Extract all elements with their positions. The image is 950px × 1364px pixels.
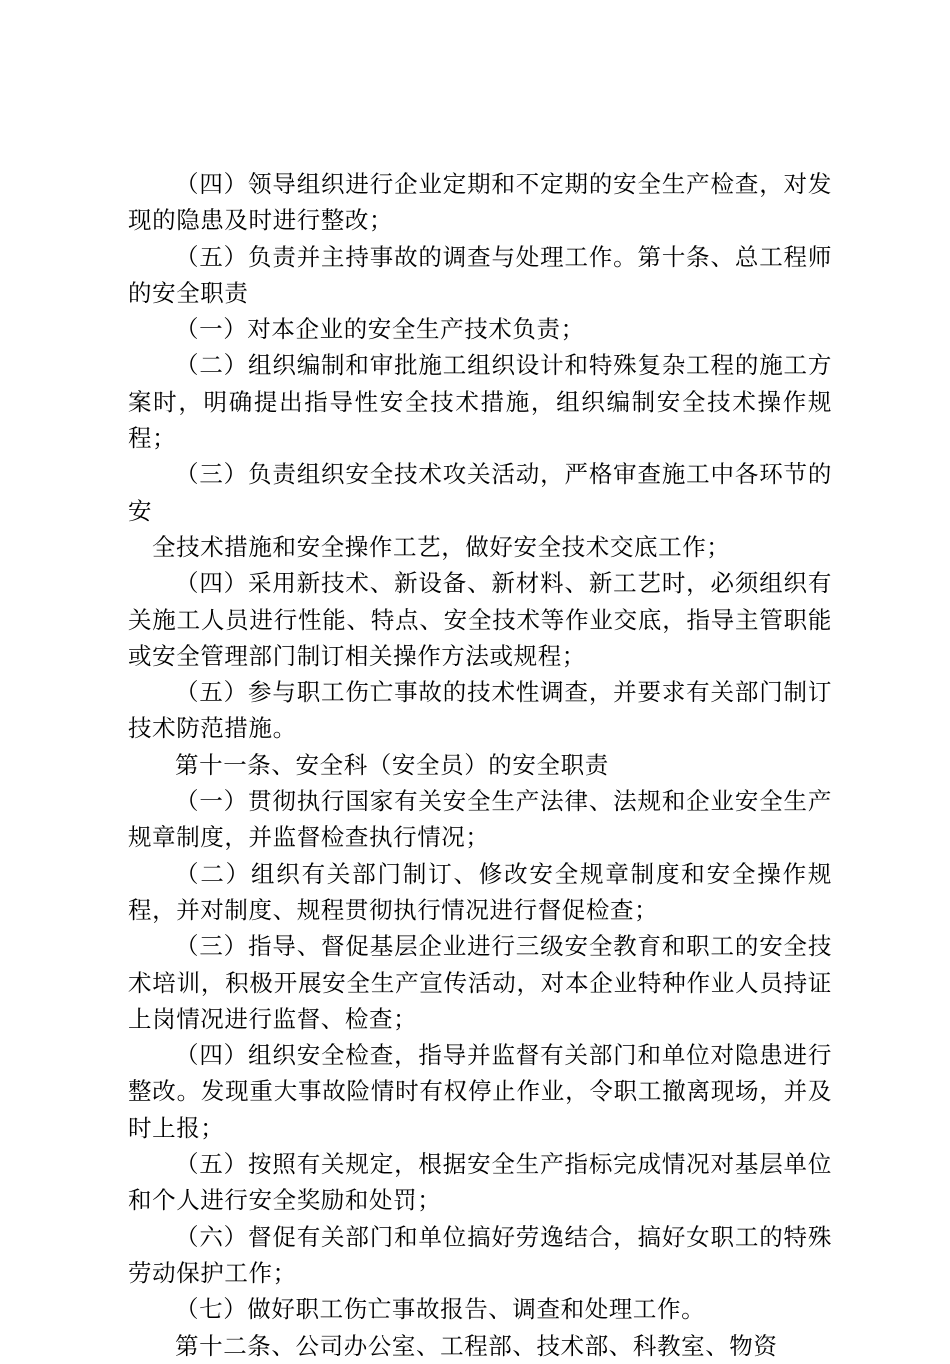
paragraph-4: （二）组织编制和审批施工组织设计和特殊复杂工程的施工方案时，明确提出指导性安全技术措施，组织编制安全技术操作规程； xyxy=(128,351,832,453)
document-body xyxy=(128,166,832,1364)
paragraph-16: （七）做好职工伤亡事故报告、调查和处理工作。 xyxy=(175,1295,706,1324)
paragraph-12: （三）指导、督促基层企业进行三级安全教育和职工的安全技术培训，积极开展安全生产宣传活动，对本企业特种作业人员持证上岗情况进行监督、检查； xyxy=(128,932,832,1033)
paragraph-15: （六）督促有关部门和单位搞好劳逸结合，搞好女职工的特殊劳动保护工作； xyxy=(128,1222,832,1287)
paragraph-11: （二）组织有关部门制订、修改安全规章制度和安全操作规程，并对制度、规程贯彻执行情况进行督促检查； xyxy=(128,859,832,924)
paragraph-9: 第十一条、安全科（安全员）的安全职责 xyxy=(175,750,609,779)
paragraph-6: 全技术措施和安全操作工艺，做好安全技术交底工作； xyxy=(152,532,731,561)
paragraph-10: （一）贯彻执行国家有关安全生产法律、法规和企业安全生产规章制度，并监督检查执行情况； xyxy=(128,787,832,852)
paragraph-3: （一）对本企业的安全生产技术负责； xyxy=(175,315,585,344)
paragraph-2: （五）负责并主持事故的调查与处理工作。第十条、总工程师的安全职责 xyxy=(128,242,832,307)
paragraph-5: （三）负责组织安全技术攻关活动，严格审查施工中各环节的安 xyxy=(128,460,832,525)
paragraph-8: （五）参与职工伤亡事故的技术性调查，并要求有关部门制订技术防范措施。 xyxy=(128,678,832,743)
paragraph-14: （五）按照有关规定，根据安全生产指标完成情况对基层单位和个人进行安全奖励和处罚； xyxy=(128,1150,832,1215)
paragraph-7: （四）采用新技术、新设备、新材料、新工艺时，必须组织有关施工人员进行性能、特点、安全技术等作业交底，指导主管职能或安全管理部门制订相关操作方法或规程； xyxy=(128,569,832,670)
paragraph-1: （四）领导组织进行企业定期和不定期的安全生产检查，对发现的隐患及时进行整改； xyxy=(128,170,832,235)
paragraph-17: 第十二条、公司办公室、工程部、技术部、科教室、物资 xyxy=(175,1331,778,1360)
paragraph-13: （四）组织安全检查，指导并监督有关部门和单位对隐患进行整改。发现重大事故险情时有权停止作业，令职工撤离现场，并及时上报； xyxy=(128,1041,832,1142)
